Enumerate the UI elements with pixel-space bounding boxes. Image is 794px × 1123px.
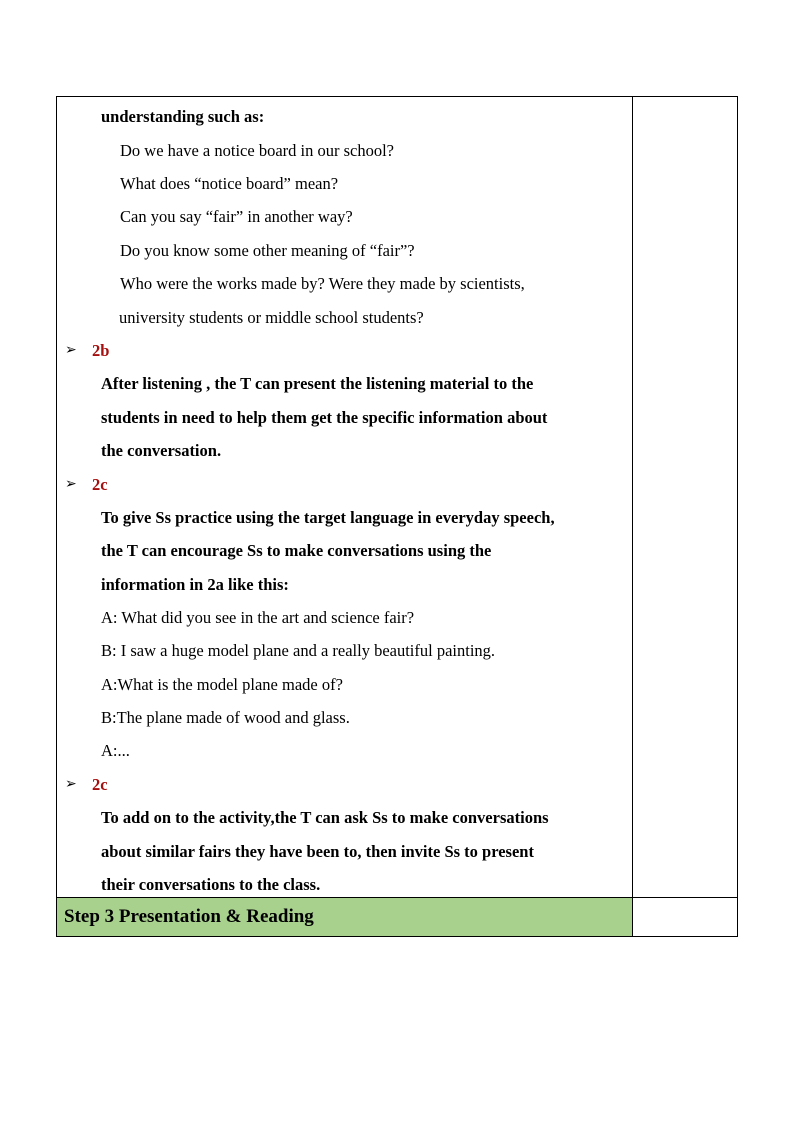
section-text: about similar fairs they have been to, then invite Ss to present bbox=[101, 842, 534, 861]
question-line: What does “notice board” mean? bbox=[120, 174, 339, 193]
dialog-line: A:What is the model plane made of? bbox=[101, 675, 343, 694]
question-line: Can you say “fair” in another way? bbox=[120, 207, 353, 226]
section-label-2c: 2c bbox=[92, 775, 108, 794]
question-line: Do you know some other meaning of “fair”? bbox=[120, 241, 415, 260]
section-label-2c: 2c bbox=[92, 475, 108, 494]
column-divider bbox=[632, 97, 633, 936]
dialog-line: B: I saw a huge model plane and a really beautiful painting. bbox=[101, 641, 496, 660]
bullet-arrow-icon: ➢ bbox=[65, 777, 77, 792]
section-text: information in 2a like this: bbox=[101, 575, 289, 594]
bullet-arrow-icon: ➢ bbox=[65, 343, 77, 358]
section-text: After listening , the T can present the listening material to the bbox=[101, 374, 534, 393]
dialog-line: B:The plane made of wood and glass. bbox=[101, 708, 350, 727]
lesson-table bbox=[56, 96, 738, 937]
section-text: To give Ss practice using the target language in everyday speech, bbox=[101, 508, 555, 527]
bullet-arrow-icon: ➢ bbox=[65, 477, 77, 492]
dialog-line: A:... bbox=[101, 741, 130, 760]
question-line: university students or middle school students? bbox=[119, 308, 424, 327]
intro-line: understanding such as: bbox=[101, 107, 265, 126]
section-text: students in need to help them get the specific information about bbox=[101, 408, 548, 427]
section-text: the conversation. bbox=[101, 441, 222, 460]
question-line: Who were the works made by? Were they made by scientists, bbox=[120, 274, 525, 293]
section-text: their conversations to the class. bbox=[101, 875, 321, 894]
section-label-2b: 2b bbox=[92, 341, 110, 360]
section-text: To add on to the activity,the T can ask Ss to make conversations bbox=[101, 808, 549, 827]
dialog-line: A: What did you see in the art and science fair? bbox=[101, 608, 415, 627]
question-line: Do we have a notice board in our school? bbox=[120, 141, 394, 160]
section-text: the T can encourage Ss to make conversations using the bbox=[101, 541, 492, 560]
step-heading: Step 3 Presentation & Reading bbox=[57, 898, 632, 936]
